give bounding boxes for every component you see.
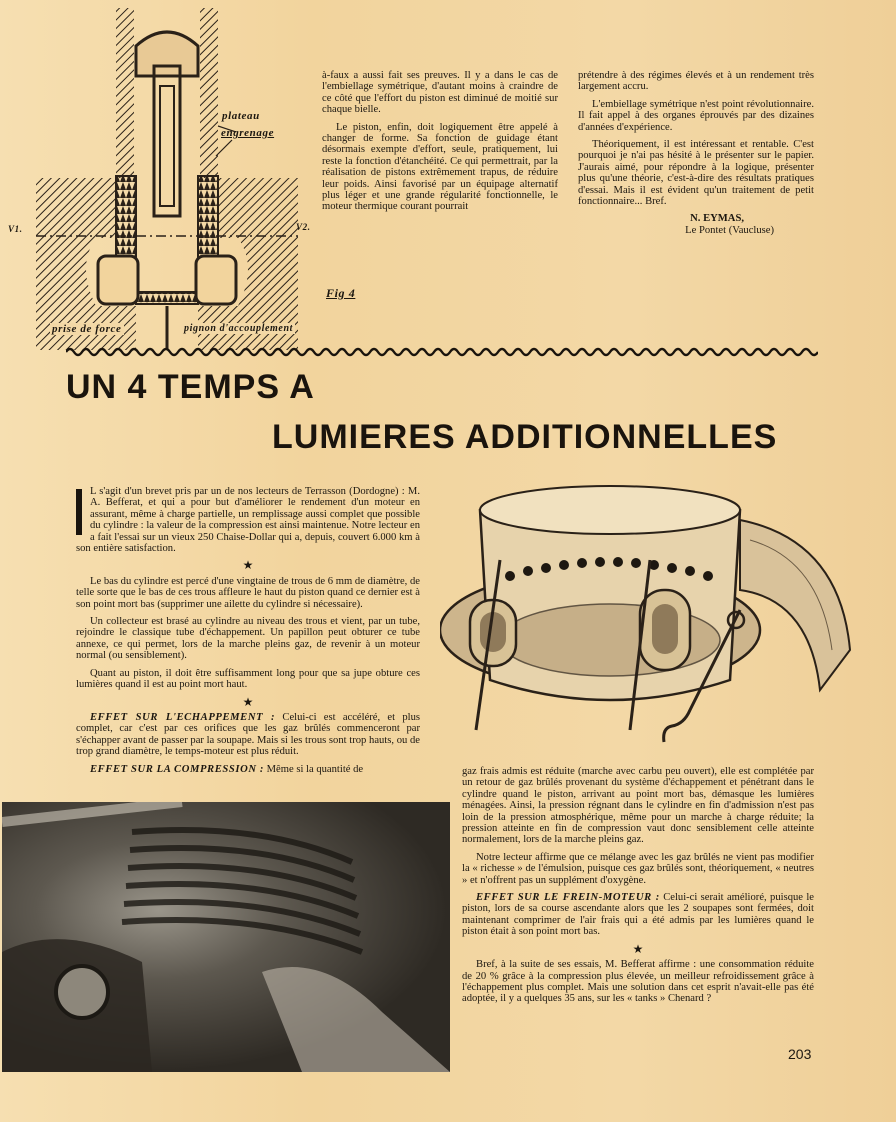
separator-star: ★ (242, 694, 254, 709)
crankcase-left (36, 178, 116, 238)
crankcase-right (218, 178, 298, 238)
paragraph: à-faux a aussi fait ses preuves. Il y a dans le cas de l'embiellage symétrique, d'autant moins à craindre de ce côté que l'effort du piston est diminué de moitié sur chaque bielle. (322, 70, 558, 116)
exhaust-pipe (740, 520, 850, 690)
paragraph-compression: EFFET SUR LA COMPRESSION : Même si la quantité de (90, 763, 364, 775)
paragraph: Bref, à la suite de ses essais, M. Befferat affirme : une consommation réduite de 20 % grâce à la compression plus élevée, un meilleur refroidissement grâce à l'échappement plus complet. Mais une solution dans cet esprit n'avait-elle pas été adoptée, il y a quelques 35 ans, sur les « tanks » Chenard ? (462, 959, 814, 1005)
fig-label-v1: V1. (8, 224, 23, 234)
separator-star: ★ (242, 558, 254, 573)
paragraph: Quant au piston, il doit être suffisamment long pour que sa jupe obture ces lumières quand il est au point mort haut. (76, 667, 420, 691)
article-title-line1: UN 4 TEMPS A (66, 368, 315, 406)
prev-article-col1 (322, 70, 558, 219)
separator-star: ★ (632, 941, 644, 956)
fig-label-plateau: plateau (222, 110, 260, 122)
paragraph: Théoriquement, il est intéressant et rentable. C'est pourquoi je n'ai pas hésité à le présenter sur le papier. J'aurais aimé, pour répondre à la logique, présenter plus qu'une théorie, c'est-à-dire des résultats pratiques d'essai. Mais il est évident qu'un traitement de petit fonctionnaire... Bref. (578, 139, 814, 208)
fig-label-pignon: pignon d'accouplement (184, 323, 293, 334)
fig-label-v2: V2. (296, 222, 311, 232)
cylinder-illustration (440, 480, 860, 755)
piston-rod (154, 66, 180, 216)
section-label-echappement: EFFET SUR L'ECHAPPEMENT : (90, 711, 276, 723)
fig-caption: Fig 4 (326, 286, 356, 300)
article-title-line2: LUMIERES ADDITIONNELLES (272, 418, 778, 456)
paragraph: Un collecteur est brasé au cylindre au niveau des trous et vient, par un tube, rejoindre le classique tube d'échappement. Un papillon peut obturer ce tube annexe, ce qui permet, lors de la marche pleins gaz, de revenir à un moteur normal (ou sensiblement). (76, 616, 420, 662)
article-right-column (462, 766, 814, 1011)
paragraph-frein: EFFET SUR LE FREIN-MOTEUR : Celui-ci serait amélioré, puisque le piston, lors de sa course ascendante alors que les 2 soupapes sont fermées, doit maintenant comprimer de l'air frais qui a été admis par les lumières quand le piston était à son point mort bas. (462, 892, 814, 938)
engine-photo (2, 802, 450, 1072)
paragraph-echappement: EFFET SUR L'ECHAPPEMENT : Celui-ci est accéléré, et plus complet, car c'est par ces orifices que les gaz brûlés commenceront par s'échapper avant de passer par la soupape. Mais si les trous sont trop hauts, ou de trop grand diamètre, le temps-moteur est plus réduit. (76, 711, 420, 758)
piston (136, 32, 198, 76)
fig4-drawing (36, 6, 298, 350)
wavy-separator (66, 346, 818, 358)
drop-cap-bar (76, 489, 82, 535)
cylinder-wall-right (200, 8, 218, 178)
fig-label-prise: prise de force (52, 323, 122, 335)
page-number: 203 (788, 1046, 812, 1062)
paragraph: prétendre à des régimes élevés et à un rendement très largement accru. (578, 70, 814, 93)
prev-article-col2 (578, 70, 814, 236)
paragraph: Le piston, enfin, doit logiquement être appelé à changer de forme. Sa fonction de guidage étant désormais exempte d'effort, seule, pratiquement, lui reste la fonction d'étanchéité. Ce qui permettrait, par la réalisation de pistons extrêmement trapus, de réduire leur poids. Ainsi favorisé par un équipage alternatif plus léger et une grande régularité fonctionnelle, le moteur thermique courant pourrait (322, 121, 558, 213)
fig-label-engrenage: engrenage (221, 127, 275, 139)
cylinder-wall-left (116, 8, 134, 178)
article-left-column (76, 486, 420, 781)
intro-paragraph: L s'agit d'un brevet pris par un de nos lecteurs de Terrasson (Dordogne) : M. A. Befferat, et qui a pour but d'améliorer le rendement d'un moteur en assurant, même à charge partielle, un remplissage aussi complet que possible du cylindre : la valeur de la compression est ainsi maintenue. Notre lecteur en a fait l'essai sur un vieux 250 Chaise-Dollar qui a, depuis, couvert 6.000 km à son entière satisfaction. (76, 486, 420, 555)
paragraph: L'embiellage symétrique n'est point révolutionnaire. Il fait appel à des organes éprouvés par des dizaines d'années d'expérience. (578, 98, 814, 133)
signature-name: N. EYMAS, (690, 213, 744, 225)
section-label-frein: EFFET SUR LE FREIN-MOTEUR : (476, 892, 660, 904)
paragraph: Notre lecteur affirme que ce mélange avec les gaz brûlés ne vient pas modifier la « richesse » de l'émulsion, puisque ces gaz brûlés sont, théoriquement, « neutres » et n'offrent pas un supplément d'oxygène. (462, 851, 814, 886)
paragraph: Le bas du cylindre est percé d'une vingtaine de trous de 6 mm de diamètre, de telle sorte que le bas de ces trous affleure le haut du piston quand ce dernier est à son point mort bas (supprimer une ailette du cylindre si nécessaire). (76, 575, 420, 610)
engine-photo-detail (2, 802, 450, 1072)
paragraph: gaz frais admis est réduite (marche avec carbu peu ouvert), elle est complétée par un retour de gaz brûlés provenant du système d'échappement et pénétrant dans le cylindre quand le piston, arrivant au point mort bas, démasque les lumières ménagées. Ainsi, la pression régnant dans le cylindre en fin d'admission n'est pas loin de la pression atmosphérique, même pour un marche à charge réduite; la pression atteinte en fin de compression vaut donc sensiblement celle atteinte normalement, lors de la marche pleins gaz. (462, 766, 814, 846)
signature-place: Le Pontet (Vaucluse) (685, 224, 774, 236)
section-label-compression: EFFET SUR LA COMPRESSION : (90, 763, 264, 775)
